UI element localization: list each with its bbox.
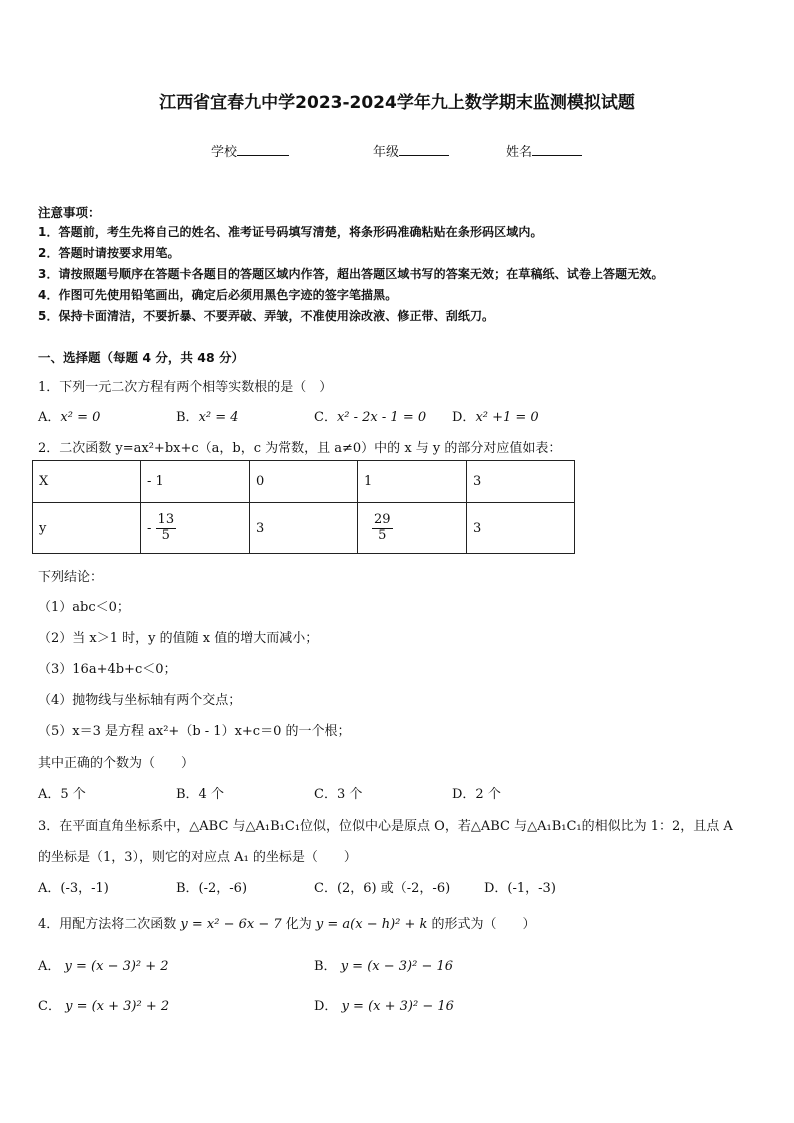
fraction-denominator: 5 xyxy=(378,527,387,543)
q2-lead: 下列结论： xyxy=(38,570,104,585)
option-label: A． xyxy=(38,410,61,425)
option-label: D． xyxy=(452,410,476,425)
q3-option-a[interactable]: A．(-3，-1) xyxy=(38,881,109,896)
grade-field[interactable] xyxy=(373,141,449,160)
table-cell xyxy=(141,503,250,554)
q4-stem xyxy=(38,913,536,932)
grade-blank[interactable] xyxy=(399,142,449,156)
q4-option-b[interactable] xyxy=(314,955,453,974)
table-row xyxy=(33,503,575,554)
option-label: C． xyxy=(314,410,337,425)
q3-option-b[interactable]: B．(-2，-6) xyxy=(176,881,248,896)
q2-conclusion: （1）abc＜0； xyxy=(38,600,130,615)
name-field[interactable] xyxy=(506,141,582,160)
q2-conclusion: （3）16a+4b+c＜0； xyxy=(38,662,177,677)
q3-option-c[interactable]: C．(2，6) 或（-2，-6) xyxy=(314,881,451,896)
table-row xyxy=(33,461,575,503)
school-field[interactable] xyxy=(211,141,289,160)
stem-text: 4．用配方法将二次函数 xyxy=(38,917,181,932)
table-cell: y xyxy=(33,503,141,554)
notice-item: 4．作图可先使用铅笔画出，确定后必须用黑色字迹的签字笔描黑。 xyxy=(38,288,398,302)
notice-item: 2．答题时请按要求用笔。 xyxy=(38,246,180,260)
section-heading: 一、选择题（每题 4 分，共 48 分） xyxy=(38,350,245,365)
table-cell: 3 xyxy=(250,503,358,554)
table-cell: X xyxy=(33,461,141,503)
q3-option-d[interactable]: D．(-1，-3) xyxy=(484,881,556,896)
fraction-denominator: 5 xyxy=(161,527,170,543)
stem-text: 化为 xyxy=(281,917,316,932)
q3-stem-line2: 的坐标是（1，3），则它的对应点 A₁ 的坐标是（ ） xyxy=(38,850,357,865)
q1-option-b[interactable] xyxy=(176,406,239,425)
notice-item: 3．请按照题号顺序在答题卡各题目的答题区域内作答，超出答题区域书写的答案无效；在草稿纸、试卷上答题无效。 xyxy=(38,267,664,281)
option-expr: y = (x − 3)² − 16 xyxy=(340,959,454,974)
q2-stem: 2．二次函数 y=ax²+bx+c（a，b，c 为常数，且 a≠0）中的 x 与 y 的部分对应值如表： xyxy=(38,441,562,456)
math-expression: y = x² − 6x − 7 xyxy=(180,917,282,932)
table-cell: 3 xyxy=(467,503,575,554)
q1-option-d[interactable] xyxy=(452,406,539,425)
option-label: C． xyxy=(38,999,61,1014)
option-expr: y = (x + 3)² − 16 xyxy=(341,999,454,1014)
stem-text: 的形式为（ ） xyxy=(427,917,536,932)
fraction xyxy=(372,513,393,544)
school-label: 学校 xyxy=(211,145,238,160)
option-label: A． xyxy=(38,959,61,974)
option-expr: x² +1 = 0 xyxy=(475,410,539,425)
table-cell: 0 xyxy=(250,461,358,503)
grade-label: 年级 xyxy=(373,145,400,160)
table-cell: 1 xyxy=(358,461,467,503)
math-expression: y = a(x − h)² + k xyxy=(315,917,428,932)
q1-option-a[interactable] xyxy=(38,406,100,425)
table-cell: - 1 xyxy=(141,461,250,503)
notice-item: 1．答题前，考生先将自己的姓名、准考证号码填写清楚，将条形码准确粘贴在条形码区域内。 xyxy=(38,225,543,239)
option-expr: y = (x − 3)² + 2 xyxy=(64,959,169,974)
table-cell xyxy=(358,503,467,554)
fraction-numerator: 29 xyxy=(374,511,391,527)
q2-ask: 其中正确的个数为（ ） xyxy=(38,756,195,771)
option-label: B． xyxy=(314,959,337,974)
minus-sign: - xyxy=(147,520,152,536)
q4-option-a[interactable] xyxy=(38,955,169,974)
fraction xyxy=(156,513,177,544)
q4-option-d[interactable] xyxy=(314,995,454,1014)
q3-stem-line1: 3．在平面直角坐标系中，△ABC 与△A₁B₁C₁位似，位似中心是原点 O，若△ABC 与△A₁B₁C₁的相似比为 1：2，且点 A xyxy=(38,819,733,834)
notice-item: 5．保持卡面清洁，不要折暴、不要弄破、弄皱，不准使用涂改液、修正带、刮纸刀。 xyxy=(38,309,495,323)
option-expr: x² = 0 xyxy=(60,410,101,425)
q2-conclusion: （5）x＝3 是方程 ax²+（b - 1）x+c＝0 的一个根； xyxy=(38,724,351,739)
q2-option-d[interactable]: D．2 个 xyxy=(452,787,501,802)
q2-conclusion: （4）抛物线与坐标轴有两个交点； xyxy=(38,693,242,708)
q4-option-c[interactable] xyxy=(38,995,169,1014)
school-blank[interactable] xyxy=(237,142,289,156)
page-title: 江西省宜春九中学2023-2024学年九上数学期末监测模拟试题 xyxy=(159,93,635,113)
value-table xyxy=(32,460,575,554)
table-cell: 3 xyxy=(467,461,575,503)
q1-stem: 1．下列一元二次方程有两个相等实数根的是（ ） xyxy=(38,380,333,395)
notice-heading: 注意事项： xyxy=(38,205,101,220)
q2-option-b[interactable]: B．4 个 xyxy=(176,787,224,802)
fraction-numerator: 13 xyxy=(157,511,175,527)
q2-option-c[interactable]: C．3 个 xyxy=(314,787,363,802)
q1-option-c[interactable] xyxy=(314,406,426,425)
option-expr: x² - 2x - 1 = 0 xyxy=(336,410,427,425)
name-blank[interactable] xyxy=(532,142,582,156)
q2-conclusion: （2）当 x＞1 时，y 的值随 x 值的增大而减小； xyxy=(38,631,319,646)
name-label: 姓名 xyxy=(506,145,533,160)
option-label: D． xyxy=(314,999,338,1014)
option-expr: x² = 4 xyxy=(198,410,239,425)
option-expr: y = (x + 3)² + 2 xyxy=(65,999,170,1014)
option-label: B． xyxy=(176,410,199,425)
q2-option-a[interactable]: A．5 个 xyxy=(38,787,86,802)
